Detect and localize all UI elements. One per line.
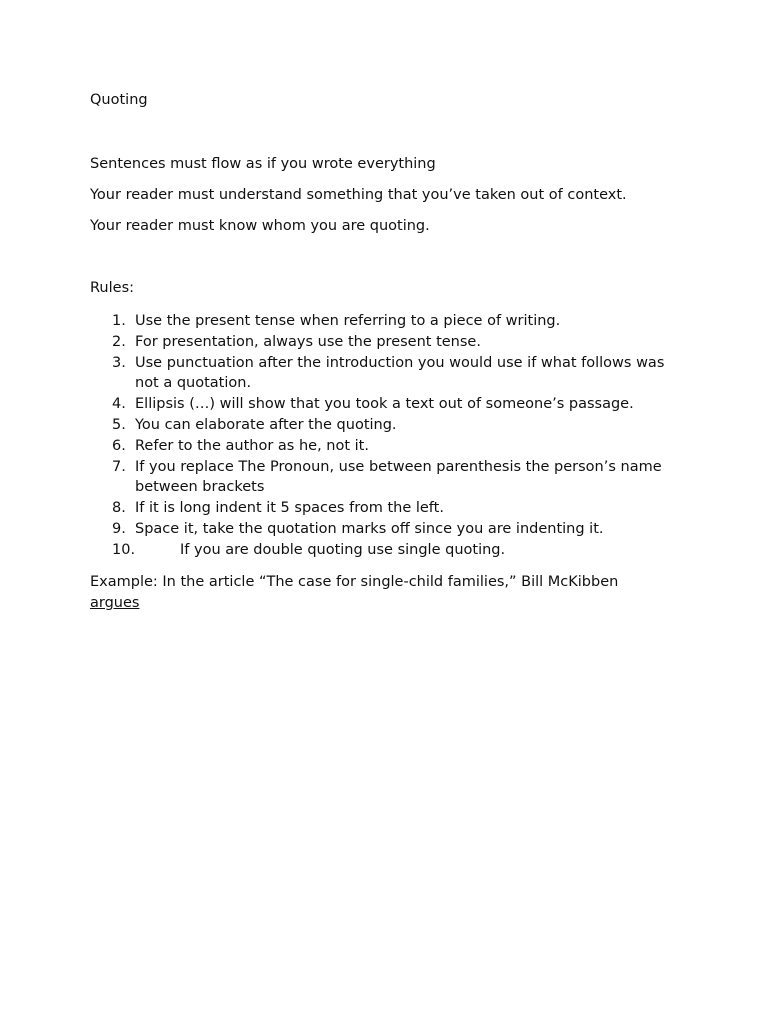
list-item xyxy=(90,353,670,395)
list-item-number: 1. xyxy=(112,313,126,329)
example-paragraph xyxy=(90,572,670,614)
list-item-text: You can elaborate after the quoting. xyxy=(135,416,397,433)
list-item-text: If it is long indent it 5 spaces from the left. xyxy=(135,500,444,517)
list-item-number: 9. xyxy=(112,520,126,537)
list-item-number: 5. xyxy=(112,416,126,433)
intro-line-3: Your reader must know whom you are quoting. xyxy=(90,218,430,234)
list-item-number: 4. xyxy=(112,396,126,413)
list-item xyxy=(90,436,670,457)
example-text: Example: In the article “The case for single-child families,” Bill McKibben xyxy=(90,574,619,590)
list-item-text: If you are double quoting use single quoting. xyxy=(180,541,506,558)
rules-heading: Rules: xyxy=(90,280,135,296)
list-item xyxy=(90,519,670,540)
list-item xyxy=(90,311,670,332)
intro-line-1: Sentences must flow as if you wrote everything xyxy=(90,156,436,172)
list-item xyxy=(90,332,670,353)
document-title: Quoting xyxy=(90,92,148,108)
rules-list xyxy=(90,311,670,561)
list-item-text: Use the present tense when referring to a piece of writing. xyxy=(135,313,561,329)
list-item-number: 3. xyxy=(112,354,126,371)
list-item-number: 6. xyxy=(112,437,126,454)
list-item-text: Refer to the author as he, not it. xyxy=(135,437,369,454)
list-item-text: Ellipsis (…) will show that you took a text out of someone’s passage. xyxy=(135,396,634,413)
list-item xyxy=(90,394,670,415)
intro-line-2: Your reader must understand something that you’ve taken out of context. xyxy=(90,187,627,203)
example-underlined-word: argues xyxy=(90,595,140,611)
list-item xyxy=(90,415,670,436)
list-item-number: 8. xyxy=(112,500,126,517)
list-item-text: Space it, take the quotation marks off since you are indenting it. xyxy=(135,520,604,537)
list-item xyxy=(90,457,670,499)
list-item-number: 7. xyxy=(112,458,126,475)
list-item-number: 2. xyxy=(112,333,126,350)
list-item xyxy=(90,540,670,561)
list-item-text: Use punctuation after the introduction you would use if what follows was not a quotation. xyxy=(135,354,665,392)
list-item-text: If you replace The Pronoun, use between parenthesis the person’s name between brackets xyxy=(135,458,662,496)
list-item-text: For presentation, always use the present tense. xyxy=(135,333,481,350)
list-item-number: 10. xyxy=(112,541,136,558)
list-item xyxy=(90,498,670,519)
